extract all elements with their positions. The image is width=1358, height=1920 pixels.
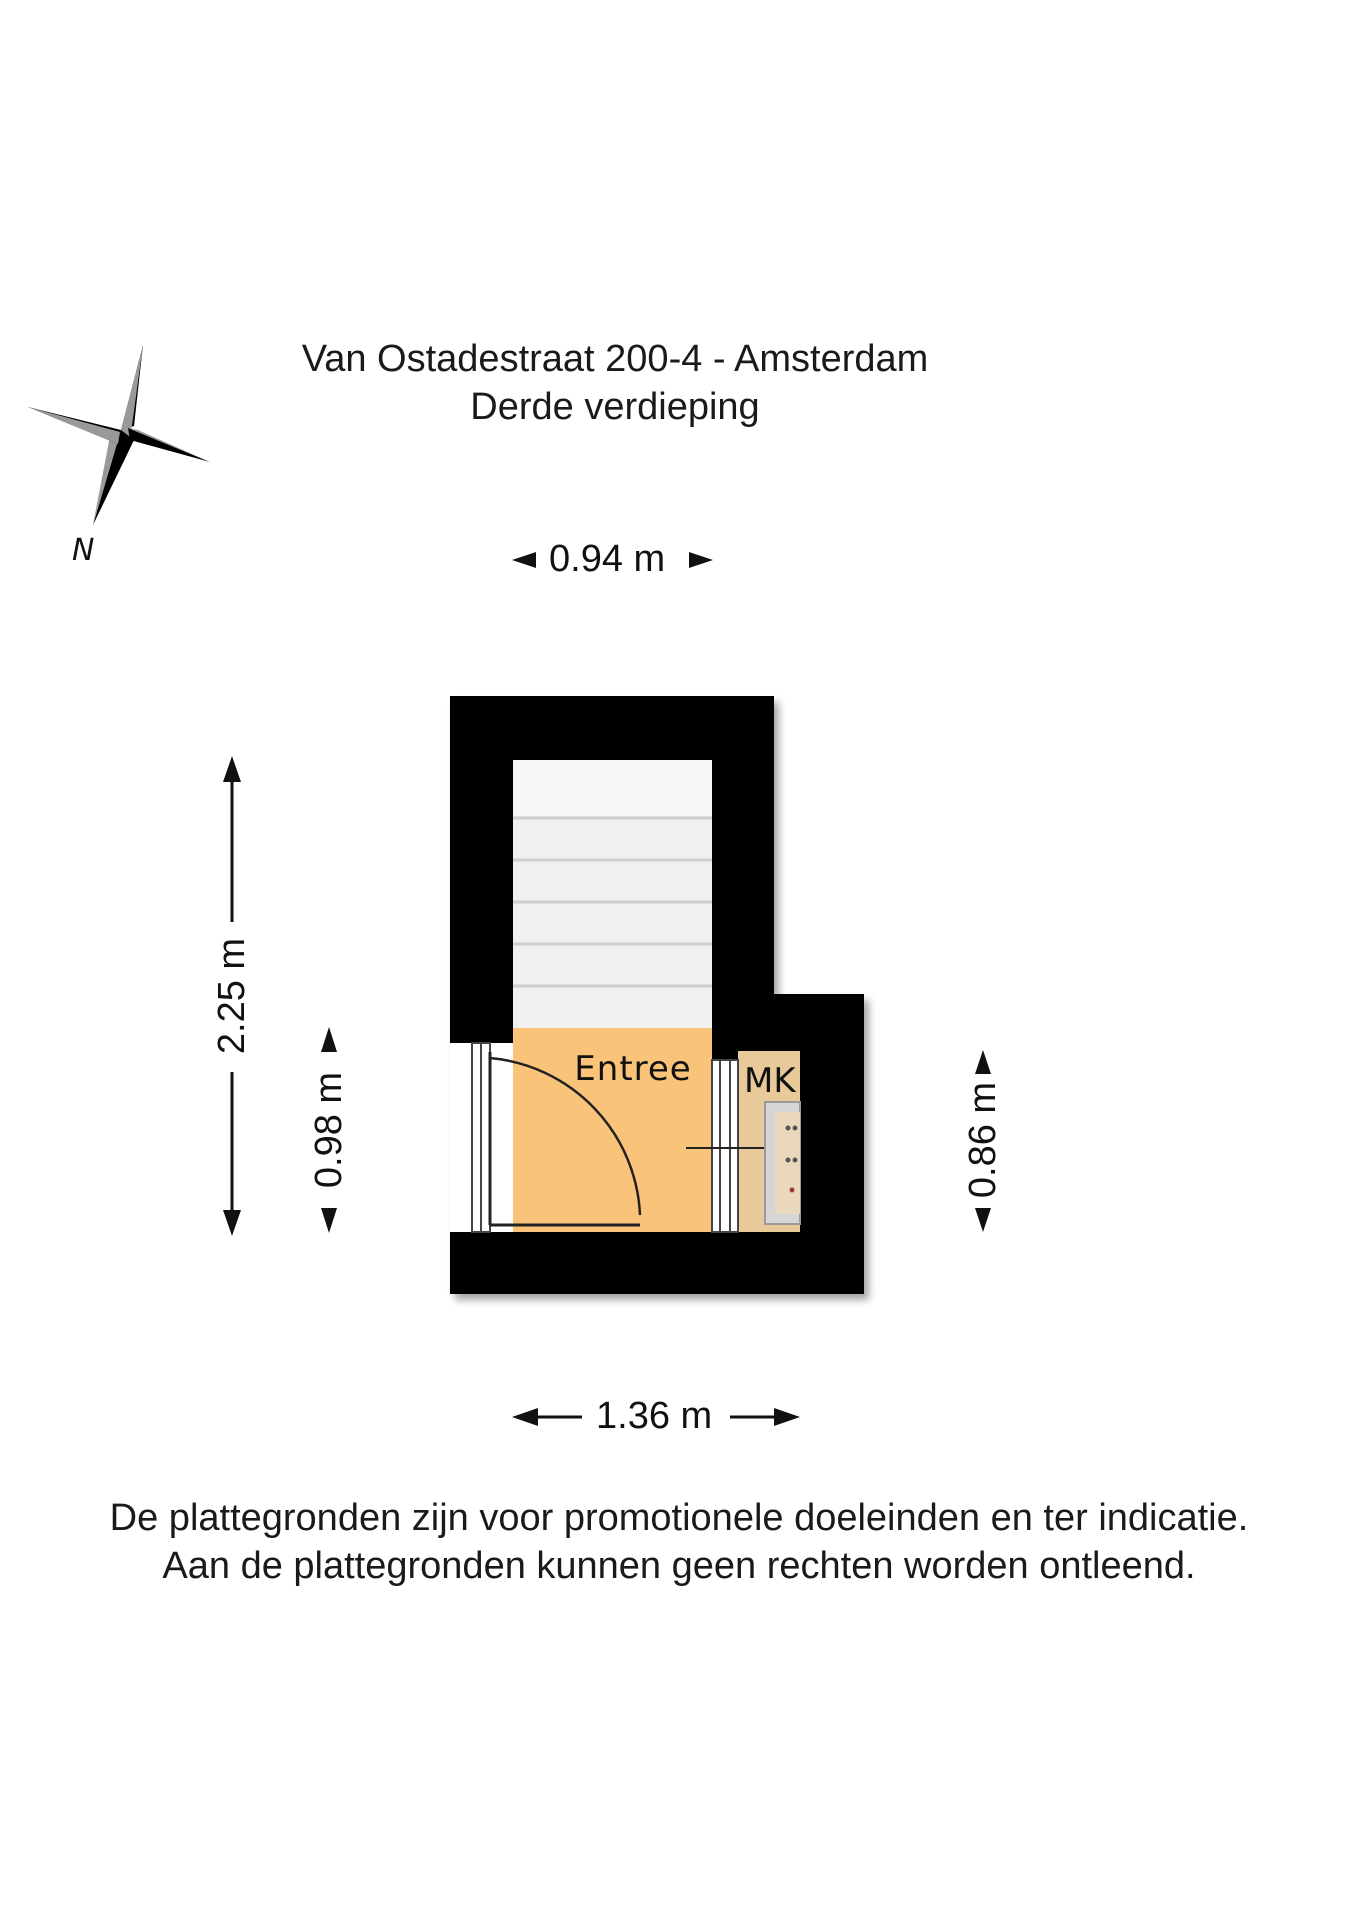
dimension-right-label: 0.86 m bbox=[962, 1081, 1004, 1199]
disclaimer-line-1: De plattegronden zijn voor promotionele doeleinden en ter indicatie. bbox=[109, 1497, 1249, 1539]
dimension-left-entry-label: 0.98 m bbox=[308, 1071, 350, 1189]
room-label-entree: Entree bbox=[574, 1049, 692, 1089]
compass-rose-icon bbox=[28, 345, 210, 525]
meter-cabinet-icon bbox=[765, 1102, 800, 1224]
dimension-left-total-label: 2.25 m bbox=[211, 937, 253, 1055]
room-label-mk: MK bbox=[744, 1061, 796, 1101]
plan-title: Van Ostadestraat 200-4 - Amsterdam bbox=[301, 338, 929, 380]
north-label: N bbox=[72, 533, 95, 568]
dimension-bottom-label: 1.36 m bbox=[596, 1395, 713, 1437]
disclaimer-line-2: Aan de plattegronden kunnen geen rechten worden ontleend. bbox=[162, 1545, 1196, 1587]
staircase bbox=[513, 760, 712, 1028]
floor-name: Derde verdieping bbox=[470, 386, 760, 428]
dimension-top-label: 0.94 m bbox=[549, 538, 666, 580]
